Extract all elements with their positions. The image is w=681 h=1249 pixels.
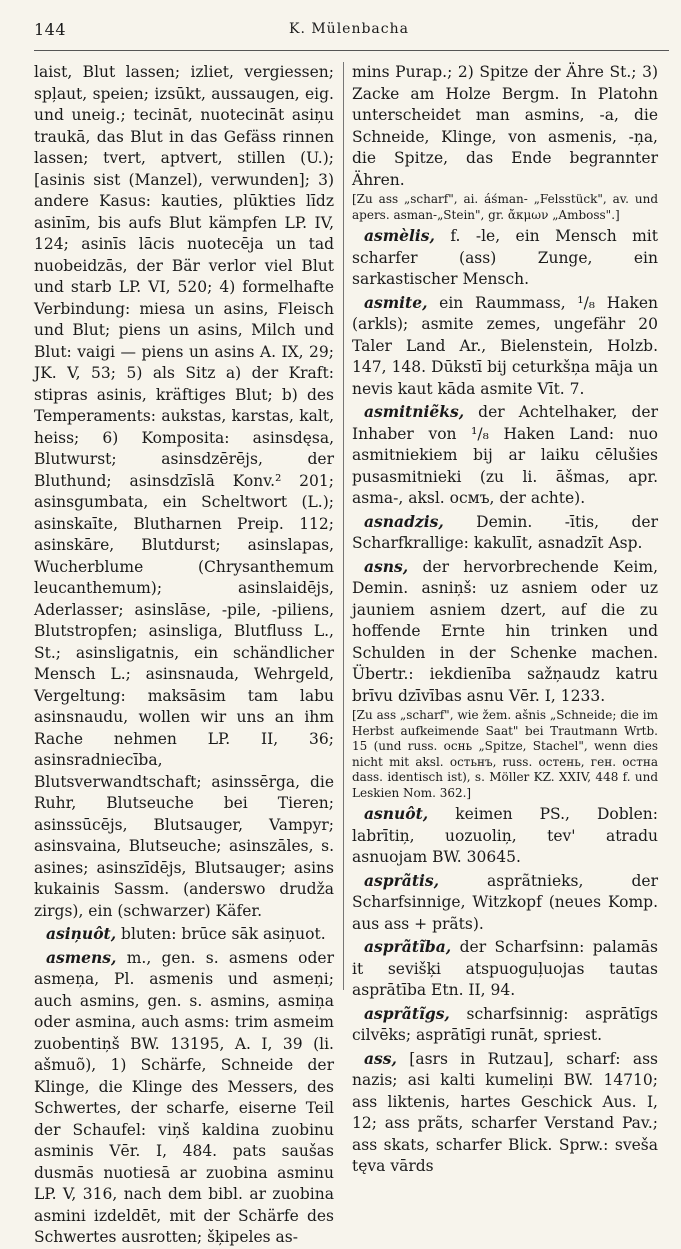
left-column <box>34 62 334 1246</box>
right-column <box>352 62 658 1175</box>
header-rule <box>34 50 669 51</box>
entry-continuation <box>352 62 658 191</box>
etymology-note <box>352 708 658 801</box>
entry-headword: asprãtĩgs, <box>364 1003 450 1023</box>
entry-text: der Scharfsinn: palamās it sevišķi atspuoguļuojas tautas asprātība Etn. II, 94. <box>352 938 658 999</box>
entry-text: laist, Blut lassen; izliet, vergiessen; spļaut, speien; izsūkt, aussaugen, eig. und uneig.; tecināt, nuotecināt asiņu traukā, das Blut in das Gefäss rinnen lassen; tvert, aptvert, stillen (U.); [asinis sist (Manzel), verwunden]; 3) andere Kasus: kauties, plūkties līdz asinīm, bis aufs Blut kämpfen LP. IV, 124; asinīs lācis nuotecēja un tad nuobeidzās, der Bär verlor viel Blut und starb LP. VI, 520; 4) formelhafte Verbindung: miesa un asins, Fleisch und Blut; piens un asins, Milch und Blut: vaigi — piens un asins A. IX, 29; JK. V, 53; 5) als Sitz a) der Kraft: stipras asinis, kräftiges Blut; b) des Temperaments: aukstas, karstas, kalt, heiss; 6) Komposita: asinsdęsa, Blutwurst; asinsdzērējs, der Bluthund; asinsdzīslā Konv.² 201; asinsgumbata, ein Scheltwort (L.); asinskaīte, Blutharnen Preip. 112; asinskāre, Blutdurst; asinslapas, Wucherblume (Chrysanthemum leucanthemum); asinslaidējs, Aderlasser; asinslāse, -pile, -piliens, Blutstropfen; asinsliga, Blutfluss L., St.; asinsligatnis, ein schändlicher Mensch L.; asinsnauda, Wehrgeld, Vergeltung: maksāsim tam labu asinsnaudu, wollen wir uns an ihm Rache nehmen LP. II, 36; asinsradniecība, Blutsverwandtschaft; asinssērga, die Ruhr, Blutseuche bei Tieren; asinssūcējs, Blutsauger, Vampyr; asinsvaina, Blutseuche; asinszāles, s. asines; asinszīdējs, Blutsauger; asins kukainis Sassm. (anderswo drudža zirgs), ein (schwarzer) Käfer. <box>34 63 334 920</box>
dictionary-entry <box>352 401 658 510</box>
running-head: K. Mülenbacha <box>288 21 409 37</box>
dictionary-entry <box>352 1003 658 1047</box>
dictionary-entry <box>34 923 334 946</box>
dictionary-entry <box>352 556 658 708</box>
dictionary-entry <box>352 936 658 1002</box>
entry-text: [Zu ass „scharf", wie žem. ašnis „Schneide; die im Herbst aufkeimende Saat" bei Trautmann Wrtb. 15 (und russ. оснь „Spitze, Stachel", wenn dies nicht mit aksl. остьнъ, russ. остень, ген. остна dass. identisch ist), s. Möller KZ. XXIV, 448 f. und Leskien Nom. 362.] <box>352 708 658 800</box>
dictionary-entry <box>34 947 334 1249</box>
dictionary-entry <box>352 292 658 401</box>
entry-headword: ass, <box>364 1048 397 1068</box>
dictionary-entry <box>352 225 658 291</box>
entry-headword: asmitniẽks, <box>364 402 465 421</box>
entry-text: mins Purap.; 2) Spitze der Ähre St.; 3) Zacke am Holze Bergm. In Platohn unterscheidet man asmins, -a, die Schneide, Klinge, von asmenis, -ņa, die Spitze, das Ende begrannter Ähren. <box>352 63 658 189</box>
entry-headword: asmèlis, <box>364 226 435 245</box>
entry-headword: asiņuôt, <box>46 924 117 943</box>
entry-headword: asns, <box>364 556 409 576</box>
entry-text: der hervorbrechende Keim, Demin. asniņš: uz asniem oder uz jauniem asniem dzert, auf die zu hoffende Ernte hin trinken und Schulden in der Schenke machen. Übertr.: iekdienība sažņaudz katru brīvu dzīvības asnu Vēr. I, 1233. <box>352 557 658 705</box>
dictionary-entry <box>352 511 658 555</box>
dictionary-entry <box>352 1048 658 1178</box>
entry-headword: asprãtis, <box>364 870 439 890</box>
entry-continuation <box>34 62 334 922</box>
entry-text: bluten: brūce sāk asiņuot. <box>116 925 326 943</box>
etymology-note <box>352 192 658 223</box>
entry-text: f. -le, ein Mensch mit scharfer (ass) Zunge, ein sarkastischer Mensch. <box>352 227 658 288</box>
entry-headword: asprãtĩba, <box>364 937 452 956</box>
dictionary-entry <box>352 870 658 936</box>
column-divider <box>343 62 344 990</box>
entry-text: der Achtelhaker, der Inhaber von ¹/₈ Haken Land: nuo asmitniekiem bij ar laiku cēlušies pusasmitnieki (zu li. āšmas, apr. asma-, aksl. осмъ, der achte). <box>352 403 658 507</box>
entry-text: scharfsinnig: asprātīgs cilvēks; asprātīgi runāt, spriest. <box>352 1004 658 1044</box>
entry-text: asprãtnieks, der Scharfsinnige, Witzkopf (neues Komp. aus ass + prãts). <box>352 871 658 933</box>
entry-text: [asrs in Rutzau], scharf: ass nazis; asi kalti kumeliņi BW. 14710; ass liktenis, hartes Geschick Aus. I, 12; ass prãts, scharfer Verstand Pav.; ass skats, scharfer Blick. Sprw.: svešа tęva vārds <box>352 1049 658 1175</box>
page-header <box>34 20 664 48</box>
entry-text: m., gen. s. asmens oder asmeņa, Pl. asmenis und asmeņi; auch asmins, gen. s. asmins, asmiņa oder asmina, auch asms: trim asmeim zuobentiņš BW. 13195, A. I, 39 (li. ašmuõ), 1) Schärfe, Schneide der Klinge, die Klinge des Messers, des Schwertes, der scharfe, eiserne Teil der Schaufel: viņš kaldina zuobinu asminis Vēr. I, 484. pats saušas dusmās nuotiesā ar zuobina asminu LP. V, 316, nach dem bibl. ar zuobina asmini izdeldēt, mit der Schärfe des Schwertes ausrotten; šķipeles as- <box>34 948 334 1246</box>
entry-text: [Zu ass „scharf", ai. áśman- „Felsstück", av. und apers. asman-„Stein", gr. ἄκμων „Amboss".] <box>352 192 658 222</box>
entry-headword: asmite, <box>364 292 428 312</box>
entry-text: Demin. -ītis, der Scharfkrallige: kakulīt, asnadzīt Asp. <box>352 512 658 552</box>
dictionary-entry <box>352 803 658 869</box>
entry-headword: asnuôt, <box>364 804 429 823</box>
entry-headword: asmens, <box>46 947 117 967</box>
entry-text: ein Raummass, ¹/₈ Haken (arkls); asmite zemes, ungefähr 20 Taler Land Ar., Bielenstein, Holzb. 147, 148. Dūkstī bij ceturkšņa māja un nevis kaut kāda asmite Vīt. 7. <box>352 293 658 398</box>
page-number: 144 <box>34 20 67 39</box>
entry-headword: asnadzis, <box>364 511 444 531</box>
entry-text: keimen PS., Doblen: labrītiņ, uozuoliņ, tev' atradu asnuojam BW. 30645. <box>352 805 658 866</box>
